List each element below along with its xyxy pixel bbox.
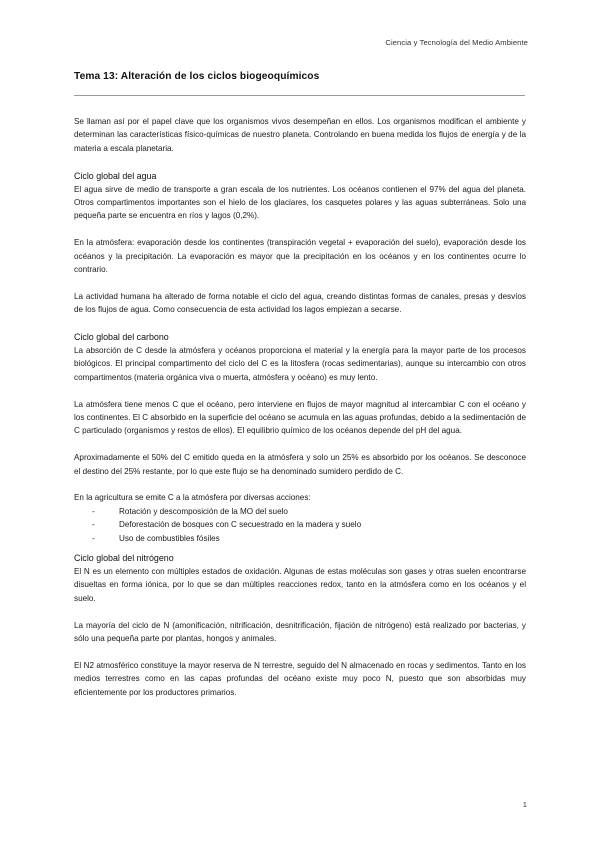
running-header: Ciencia y Tecnología del Medio Ambiente	[385, 38, 528, 47]
paragraph: Aproximadamente el 50% del C emitido queda en la atmósfera y solo un 25% es absorbido por los océanos. Se desconoce el destino del 25% restante, por lo que este flujo se ha denominado sumidero perdido de C.	[74, 453, 526, 476]
paragraph: En la agricultura se emite C a la atmósfera por diversas acciones:	[74, 493, 311, 503]
paragraph: El N2 atmosférico constituye la mayor reserva de N terrestre, seguido del N almacenado en rocas y sedimentos. Tanto en los medios terrestres como en las capas profundas del océano existe muy poco N, puesto que son absorbidas muy eficientemente por los productores primarios.	[74, 660, 526, 697]
intro-paragraph: Se llaman así por el papel clave que los organismos vivos desempeñan en ellos. Los organismos modifican el ambiente y determinan las características físico-químicas de nuestro planeta. Controlando en buena medida los flujos de energía y de la materia a escala planetaria.	[74, 117, 526, 153]
paragraph: El N es un elemento con múltiples estados de oxidación. Algunas de estas moléculas son gases y otras suelen encontrarse disueltas en forma iónica, por lo que se dan múltiples reacciones redox, tanto en la atmósfera como en los océanos y el suelo.	[74, 567, 526, 603]
section-carbon-cycle	[74, 330, 526, 545]
section-heading-water: Ciclo global del agua	[74, 170, 157, 181]
paragraph: La atmósfera tiene menos C que el océano, pero interviene en flujos de mayor magnitud al intercambiar C con el océano y los continentes. El C absorbido en la superficie del océano se acumula en las aguas profundas, debido a la sedimentación de C particulado (organismos y restos de ellos). El equilibrio químico de los océanos depende del pH del agua.	[74, 399, 526, 436]
list-item: - Deforestación de bosques con C secuestrado en la madera y suelo	[92, 518, 526, 531]
page-title: Tema 13: Alteración de los ciclos biogeoquímicos	[74, 71, 320, 82]
paragraph: La actividad humana ha alterado de forma notable el ciclo del agua, creando distintas formas de canales, presas y desvíos de los flujos de agua. Como consecuencia de esta actividad los lagos empiezan a secarse.	[74, 291, 526, 315]
list-item: - Uso de combustibles fósiles	[92, 532, 526, 545]
paragraph: El agua sirve de medio de transporte a gran escala de los nutrientes. Los océanos contienen el 97% del agua del planeta. Otros compartimentos importantes son el hielo de los glaciares, los casquetes polares y las aguas subterráneas. Solo una pequeña parte se encuentra en ríos y lagos (0,2%).	[74, 184, 526, 221]
bullet-list	[74, 505, 526, 545]
section-heading-nitrogen: Ciclo global del nitrógeno	[74, 553, 174, 564]
document-body	[74, 115, 526, 713]
section-nitrogen-cycle	[74, 551, 526, 699]
section-water-cycle	[74, 169, 526, 317]
paragraph: La absorción de C desde la atmósfera y océanos proporciona el material y la energía para la mayor parte de los procesos biológicos. El principal compartimento del ciclo del C es la litosfera (rocas sedimentarias), aunque su intercambio con otros compartimentos (materia orgánica viva o muerta, atmósfera y océano) es muy lento.	[74, 346, 526, 382]
list-item: - Rotación y descomposición de la MO del suelo	[92, 505, 526, 518]
title-divider	[74, 95, 525, 96]
section-heading-carbon: Ciclo global del carbono	[74, 332, 169, 343]
page-number: 1	[522, 800, 527, 809]
paragraph: En la atmósfera: evaporación desde los continentes (transpiración vegetal + evaporación del suelo), evaporación desde los océanos y la precipitación. La evaporación es mayor que la precipitación en los océanos y en los continentes ocurre lo contrario.	[74, 238, 526, 275]
paragraph: La mayoría del ciclo de N (amonificación, nitrificación, desnitrificación, fijación de nitrógeno) está realizado por bacterias, y sólo una pequeña parte por plantas, hongos y animales.	[74, 620, 526, 644]
